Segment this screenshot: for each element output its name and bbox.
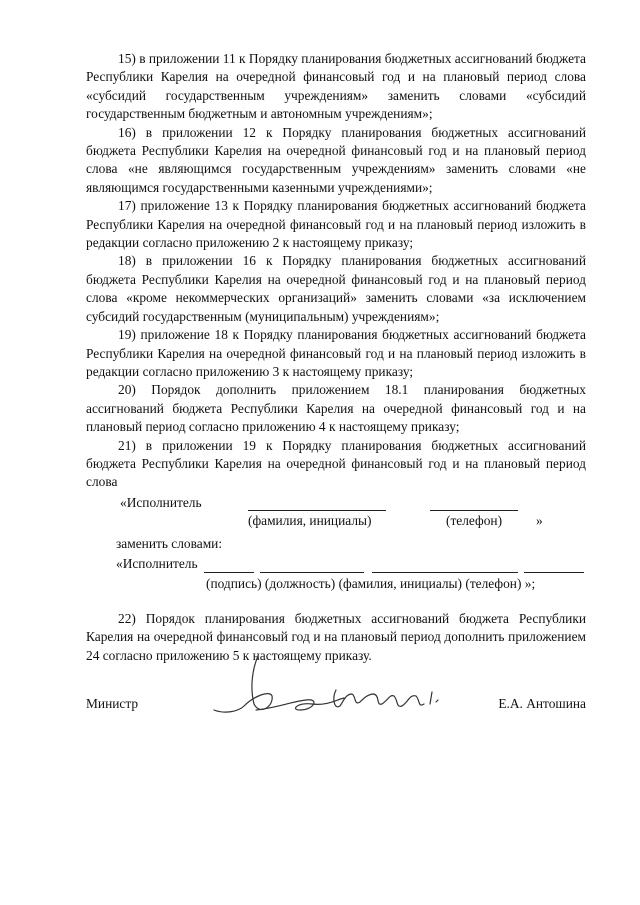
new-signature-line <box>204 572 254 573</box>
new-name-line <box>372 572 518 573</box>
old-caption-name: (фамилия, инициалы) <box>248 512 372 528</box>
paragraph-22: 22) Порядок планирования бюджетных ассигнований бюджета Республики Карелия на очередной финансовый год и на плановый период дополнить приложением 24 согласно приложению 5 к настоящему приказу. <box>86 610 586 663</box>
replace-with-text: заменить словами: <box>116 535 223 551</box>
signatory-position: Министр <box>86 696 139 711</box>
signatory-name: Е.А. Антошина <box>498 696 586 711</box>
old-executor-label: «Исполнитель <box>120 494 202 510</box>
executor-form-block <box>86 492 586 610</box>
old-closing-quote: » <box>536 512 543 528</box>
paragraph-20: 20) Порядок дополнить приложением 18.1 планирования бюджетных ассигнований бюджета Республики Карелия на очередной финансовый год и на плановый период согласно приложению 4 к настоящему приказу; <box>86 382 586 435</box>
new-captions: (подпись) (должность) (фамилия, инициалы) (телефон) »; <box>206 575 536 591</box>
signature-row <box>86 690 586 730</box>
paragraph-16: 16) в приложении 12 к Порядку планирования бюджетных ассигнований бюджета Республики Карелия на очередной финансовый год и на плановый период слова «не являющимся государственным учреждениям» заменить словами «не являющимся государственными казенными учреждениями»; <box>86 124 586 195</box>
paragraph-19: 19) приложение 18 к Порядку планирования бюджетных ассигнований бюджета Республики Карелия на очередной финансовый год и на плановый период изложить в редакции согласно приложению 3 к настоящему приказу; <box>86 327 586 379</box>
paragraph-21: 21) в приложении 19 к Порядку планирования бюджетных ассигнований бюджета Республики Карелия на очередной финансовый год и на плановый период слова <box>86 437 586 490</box>
handwritten-signature <box>204 652 444 732</box>
new-executor-label: «Исполнитель <box>116 555 198 571</box>
new-phone-line <box>524 572 584 573</box>
old-phone-line <box>430 510 518 511</box>
old-name-line <box>248 510 386 511</box>
paragraph-15: 15) в приложении 11 к Порядку планирования бюджетных ассигнований бюджета Республики Карелия на очередной финансовый год и на плановый период слова «субсидий государственным учреждениям» заменить словами «субсидий государственным бюджетным и автономным учреждениям»; <box>86 51 586 122</box>
paragraph-18: 18) в приложении 16 к Порядку планирования бюджетных ассигнований бюджета Республики Карелия на очередной финансовый год и на плановый период слова «кроме некоммерческих организаций» заменить словами «за исключением субсидий государственным (муниципальным) учреждениям»; <box>86 253 586 324</box>
old-caption-phone: (телефон) <box>446 512 503 528</box>
document-body <box>86 50 586 665</box>
paragraph-17: 17) приложение 13 к Порядку планирования бюджетных ассигнований бюджета Республики Карелия на очередной финансовый год и на плановый период изложить в редакции согласно приложению 2 к настоящему приказу; <box>86 198 586 251</box>
new-position-line <box>260 572 364 573</box>
